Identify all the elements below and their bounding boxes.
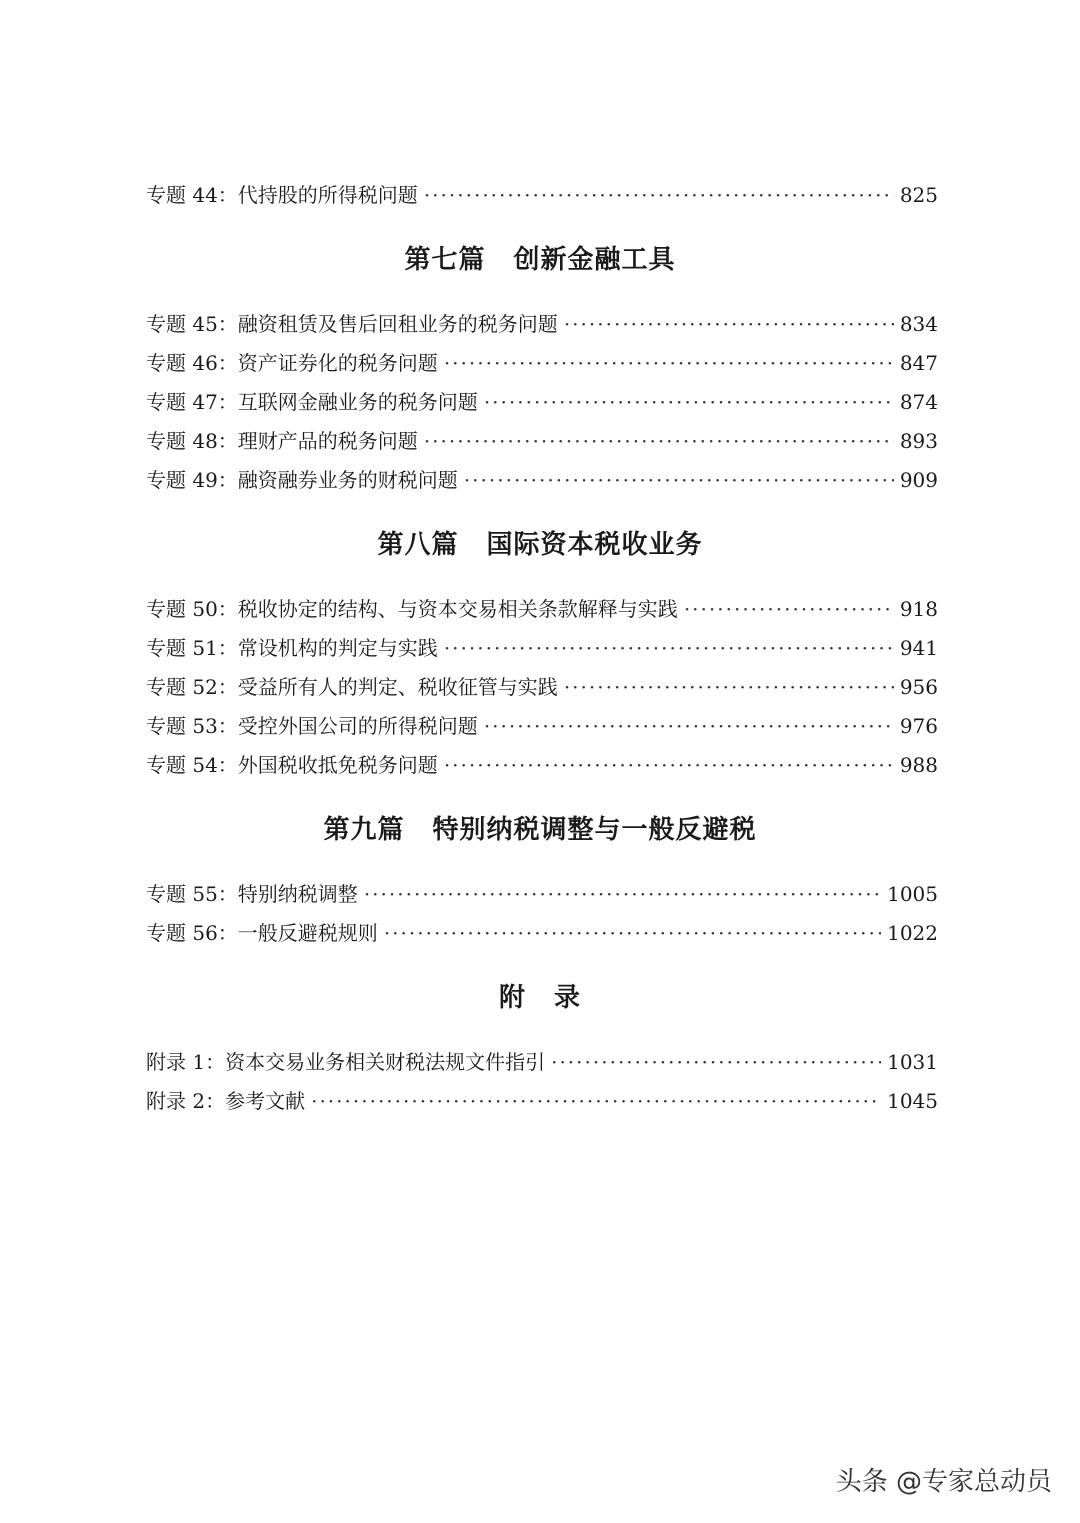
section-heading — [0, 812, 1080, 848]
toc-entry-page: 918 — [899, 597, 938, 621]
dot-leader — [684, 594, 894, 624]
dot-leader — [551, 1047, 881, 1077]
dot-leader — [564, 309, 894, 339]
dot-leader — [424, 180, 894, 210]
toc-entry[interactable] — [146, 1047, 938, 1077]
toc-entry[interactable] — [146, 426, 938, 456]
section-title: 录 — [554, 983, 582, 1013]
section-part: 第七篇 — [404, 245, 486, 275]
dot-leader — [444, 348, 894, 378]
toc-entry-label: 专题 44：代持股的所得税问题 — [146, 183, 418, 207]
section-part: 第八篇 — [377, 530, 459, 560]
dot-leader — [484, 711, 894, 741]
toc-entry-page: 847 — [899, 351, 938, 375]
toc-entry-label: 附录 2：参考文献 — [146, 1089, 306, 1113]
section-title: 特别纳税调整与一般反避税 — [432, 815, 757, 845]
toc-entry[interactable] — [146, 387, 938, 417]
toc-entry-label: 专题 51：常设机构的判定与实践 — [146, 636, 438, 660]
toc-entry-label: 专题 48：理财产品的税务问题 — [146, 429, 418, 453]
section-heading — [0, 980, 1080, 1016]
toc-entry[interactable] — [146, 918, 938, 948]
toc-entry-label: 专题 53：受控外国公司的所得税问题 — [146, 714, 478, 738]
toc-entry-page: 874 — [899, 390, 938, 414]
toc-entry-page: 1022 — [887, 921, 938, 945]
dot-leader — [444, 633, 894, 663]
section-part: 第九篇 — [323, 815, 405, 845]
toc-entry[interactable] — [146, 309, 938, 339]
dot-leader — [311, 1086, 881, 1116]
section-title: 创新金融工具 — [513, 245, 676, 275]
toc-entry-page: 1005 — [887, 882, 938, 906]
toc-entry[interactable] — [146, 750, 938, 780]
dot-leader — [484, 387, 894, 417]
toc-entry[interactable] — [146, 465, 938, 495]
toc-entry-label: 专题 52：受益所有人的判定、税收征管与实践 — [146, 675, 558, 699]
dot-leader — [384, 918, 881, 948]
dot-leader — [424, 426, 894, 456]
toc-entry-page: 909 — [899, 468, 938, 492]
toc-entry-page: 893 — [899, 429, 938, 453]
section-heading — [0, 527, 1080, 563]
toc-entry[interactable] — [146, 180, 938, 210]
watermark: 头条 @专家总动员 — [835, 1467, 1052, 1497]
toc-entry-label: 专题 50：税收协定的结构、与资本交易相关条款解释与实践 — [146, 597, 678, 621]
toc-entry[interactable] — [146, 1086, 938, 1116]
toc-entry[interactable] — [146, 711, 938, 741]
dot-leader — [464, 465, 894, 495]
toc-entry[interactable] — [146, 348, 938, 378]
toc-entry-page: 1045 — [887, 1089, 938, 1113]
toc-entry-page: 825 — [899, 183, 938, 207]
toc-entry-label: 专题 54：外国税收抵免税务问题 — [146, 753, 438, 777]
toc-entry[interactable] — [146, 672, 938, 702]
toc-entry-page: 834 — [899, 312, 938, 336]
toc-entry[interactable] — [146, 594, 938, 624]
toc-entry-page: 941 — [899, 636, 938, 660]
toc-entry-label: 专题 46：资产证券化的税务问题 — [146, 351, 438, 375]
toc-entry-page: 976 — [899, 714, 938, 738]
section-title: 国际资本税收业务 — [486, 530, 703, 560]
dot-leader — [564, 672, 894, 702]
toc-entry-label: 专题 47：互联网金融业务的税务问题 — [146, 390, 478, 414]
section-part: 附 — [498, 983, 526, 1013]
toc-entry-page: 988 — [899, 753, 938, 777]
dot-leader — [364, 879, 881, 909]
section-heading — [0, 242, 1080, 278]
toc-entry-label: 专题 49：融资融券业务的财税问题 — [146, 468, 458, 492]
dot-leader — [444, 750, 894, 780]
toc-entry[interactable] — [146, 633, 938, 663]
toc-entry-label: 专题 45：融资租赁及售后回租业务的税务问题 — [146, 312, 558, 336]
toc-entry-page: 956 — [899, 675, 938, 699]
toc-entry-page: 1031 — [887, 1050, 938, 1074]
toc-entry[interactable] — [146, 879, 938, 909]
toc-entry-label: 附录 1：资本交易业务相关财税法规文件指引 — [146, 1050, 546, 1074]
toc-entry-label: 专题 56：一般反避税规则 — [146, 921, 378, 945]
toc-entry-label: 专题 55：特别纳税调整 — [146, 882, 358, 906]
